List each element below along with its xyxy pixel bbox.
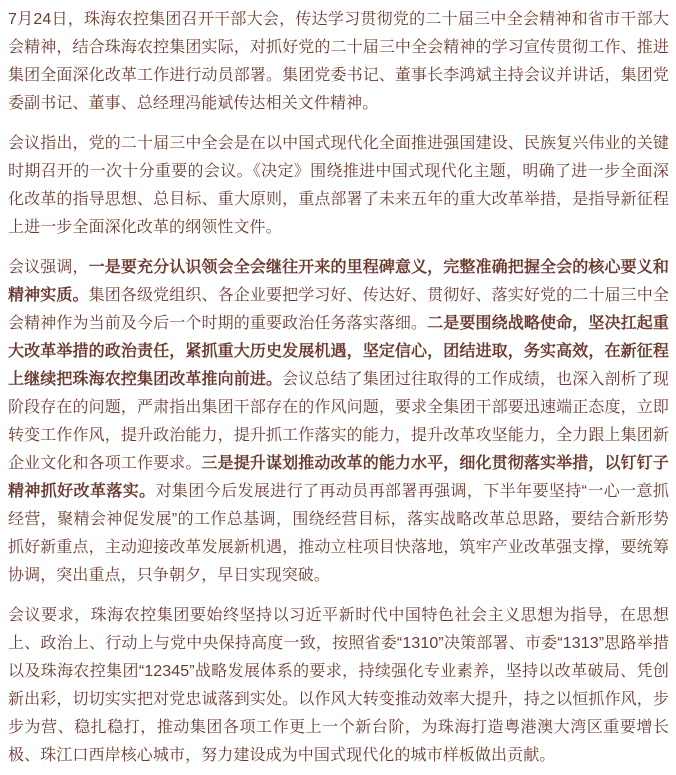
text-run-bold: 二是要围绕战略使命，坚决扛起重大改革举措的政治责任，紧抓重大历史发展机遇，坚定信心，团结进取，务实高效，在新征程上继续把珠海农控集团改革推向前进。 xyxy=(8,315,669,388)
paragraph xyxy=(8,130,669,242)
text-run-bold: 一是要充分认识领会全会继往开来的里程碑意义，完整准确把握全会的核心要义和精神实质。 xyxy=(8,259,669,304)
paragraph xyxy=(8,254,669,590)
text-run: 会议要求，珠海农控集团要始终坚持以习近平新时代中国特色社会主义思想为指导，在思想上、政治上、行动上与党中央保持高度一致，按照省委“1310”决策部署、市委“1313”思路举措以及珠海农控集团“12345”战略发展体系的要求，持续强化专业素养，坚持以改革破局、凭创新出彩，切切实实把对党忠诚落到实处。以作风大转变推动效率大提升，持之以恒抓作风，步步为营、稳扎稳打，推动集团各项工作更上一个新台阶，为珠海打造粤港澳大湾区重要增长极、珠江口西岸核心城市，努力建设成为中国式现代化的城市样板做出贡献。 xyxy=(8,607,669,764)
text-run-bold: 三是提升谋划推动改革的能力水平，细化贯彻落实举措，以钉钉子精神抓好改革落实。 xyxy=(8,455,669,500)
text-run: 会议指出，党的二十届三中全会是在以中国式现代化全面推进强国建设、民族复兴伟业的关键时期召开的一次十分重要的会议。《决定》围绕推进中国式现代化主题，明确了进一步全面深化改革的指导思想、总目标、重大原则，重点部署了未来五年的重大改革举措，是指导新征程上进一步全面深化改革的纲领性文件。 xyxy=(8,135,669,236)
paragraph xyxy=(8,602,669,770)
text-run: 7月24日，珠海农控集团召开干部大会，传达学习贯彻党的二十届三中全会精神和省市干部大会精神，结合珠海农控集团实际，对抓好党的二十届三中全会精神的学习宣传贯彻工作、推进集团全面深化改革工作进行动员部署。集团党委书记、董事长李鸿斌主持会议并讲话，集团党委副书记、董事、总经理冯能斌传达相关文件精神。 xyxy=(8,11,669,112)
paragraph xyxy=(8,6,669,118)
text-run: 会议总结了集团过往取得的工作成绩，也深入剖析了现阶段存在的问题，严肃指出集团干部存在的作风问题，要求全集团干部要迅速端正态度，立即转变工作作风，提升政治能力，提升抓工作落实的能力，提升改革攻坚能力，全力跟上集团新企业文化和各项工作要求。 xyxy=(8,371,670,472)
text-run: 会议强调， xyxy=(8,259,89,276)
text-run: 集团各级党组织、各企业要把学习好、传达好、贯彻好、落实好党的二十届三中全会精神作为当前及今后一个时期的重要政治任务落实落细。 xyxy=(8,287,669,332)
text-run: 对集团今后发展进行了再动员再部署再强调，下半年要坚持“一心一意抓经营，聚精会神促发展”的工作总基调，围绕经营目标，落实战略改革总思路，要结合新形势抓好新重点，主动迎接改革发展新机遇，推动立柱项目快落地，筑牢产业改革强支撑，要统筹协调，突出重点，只争朝夕，早日实现突破。 xyxy=(8,483,670,584)
